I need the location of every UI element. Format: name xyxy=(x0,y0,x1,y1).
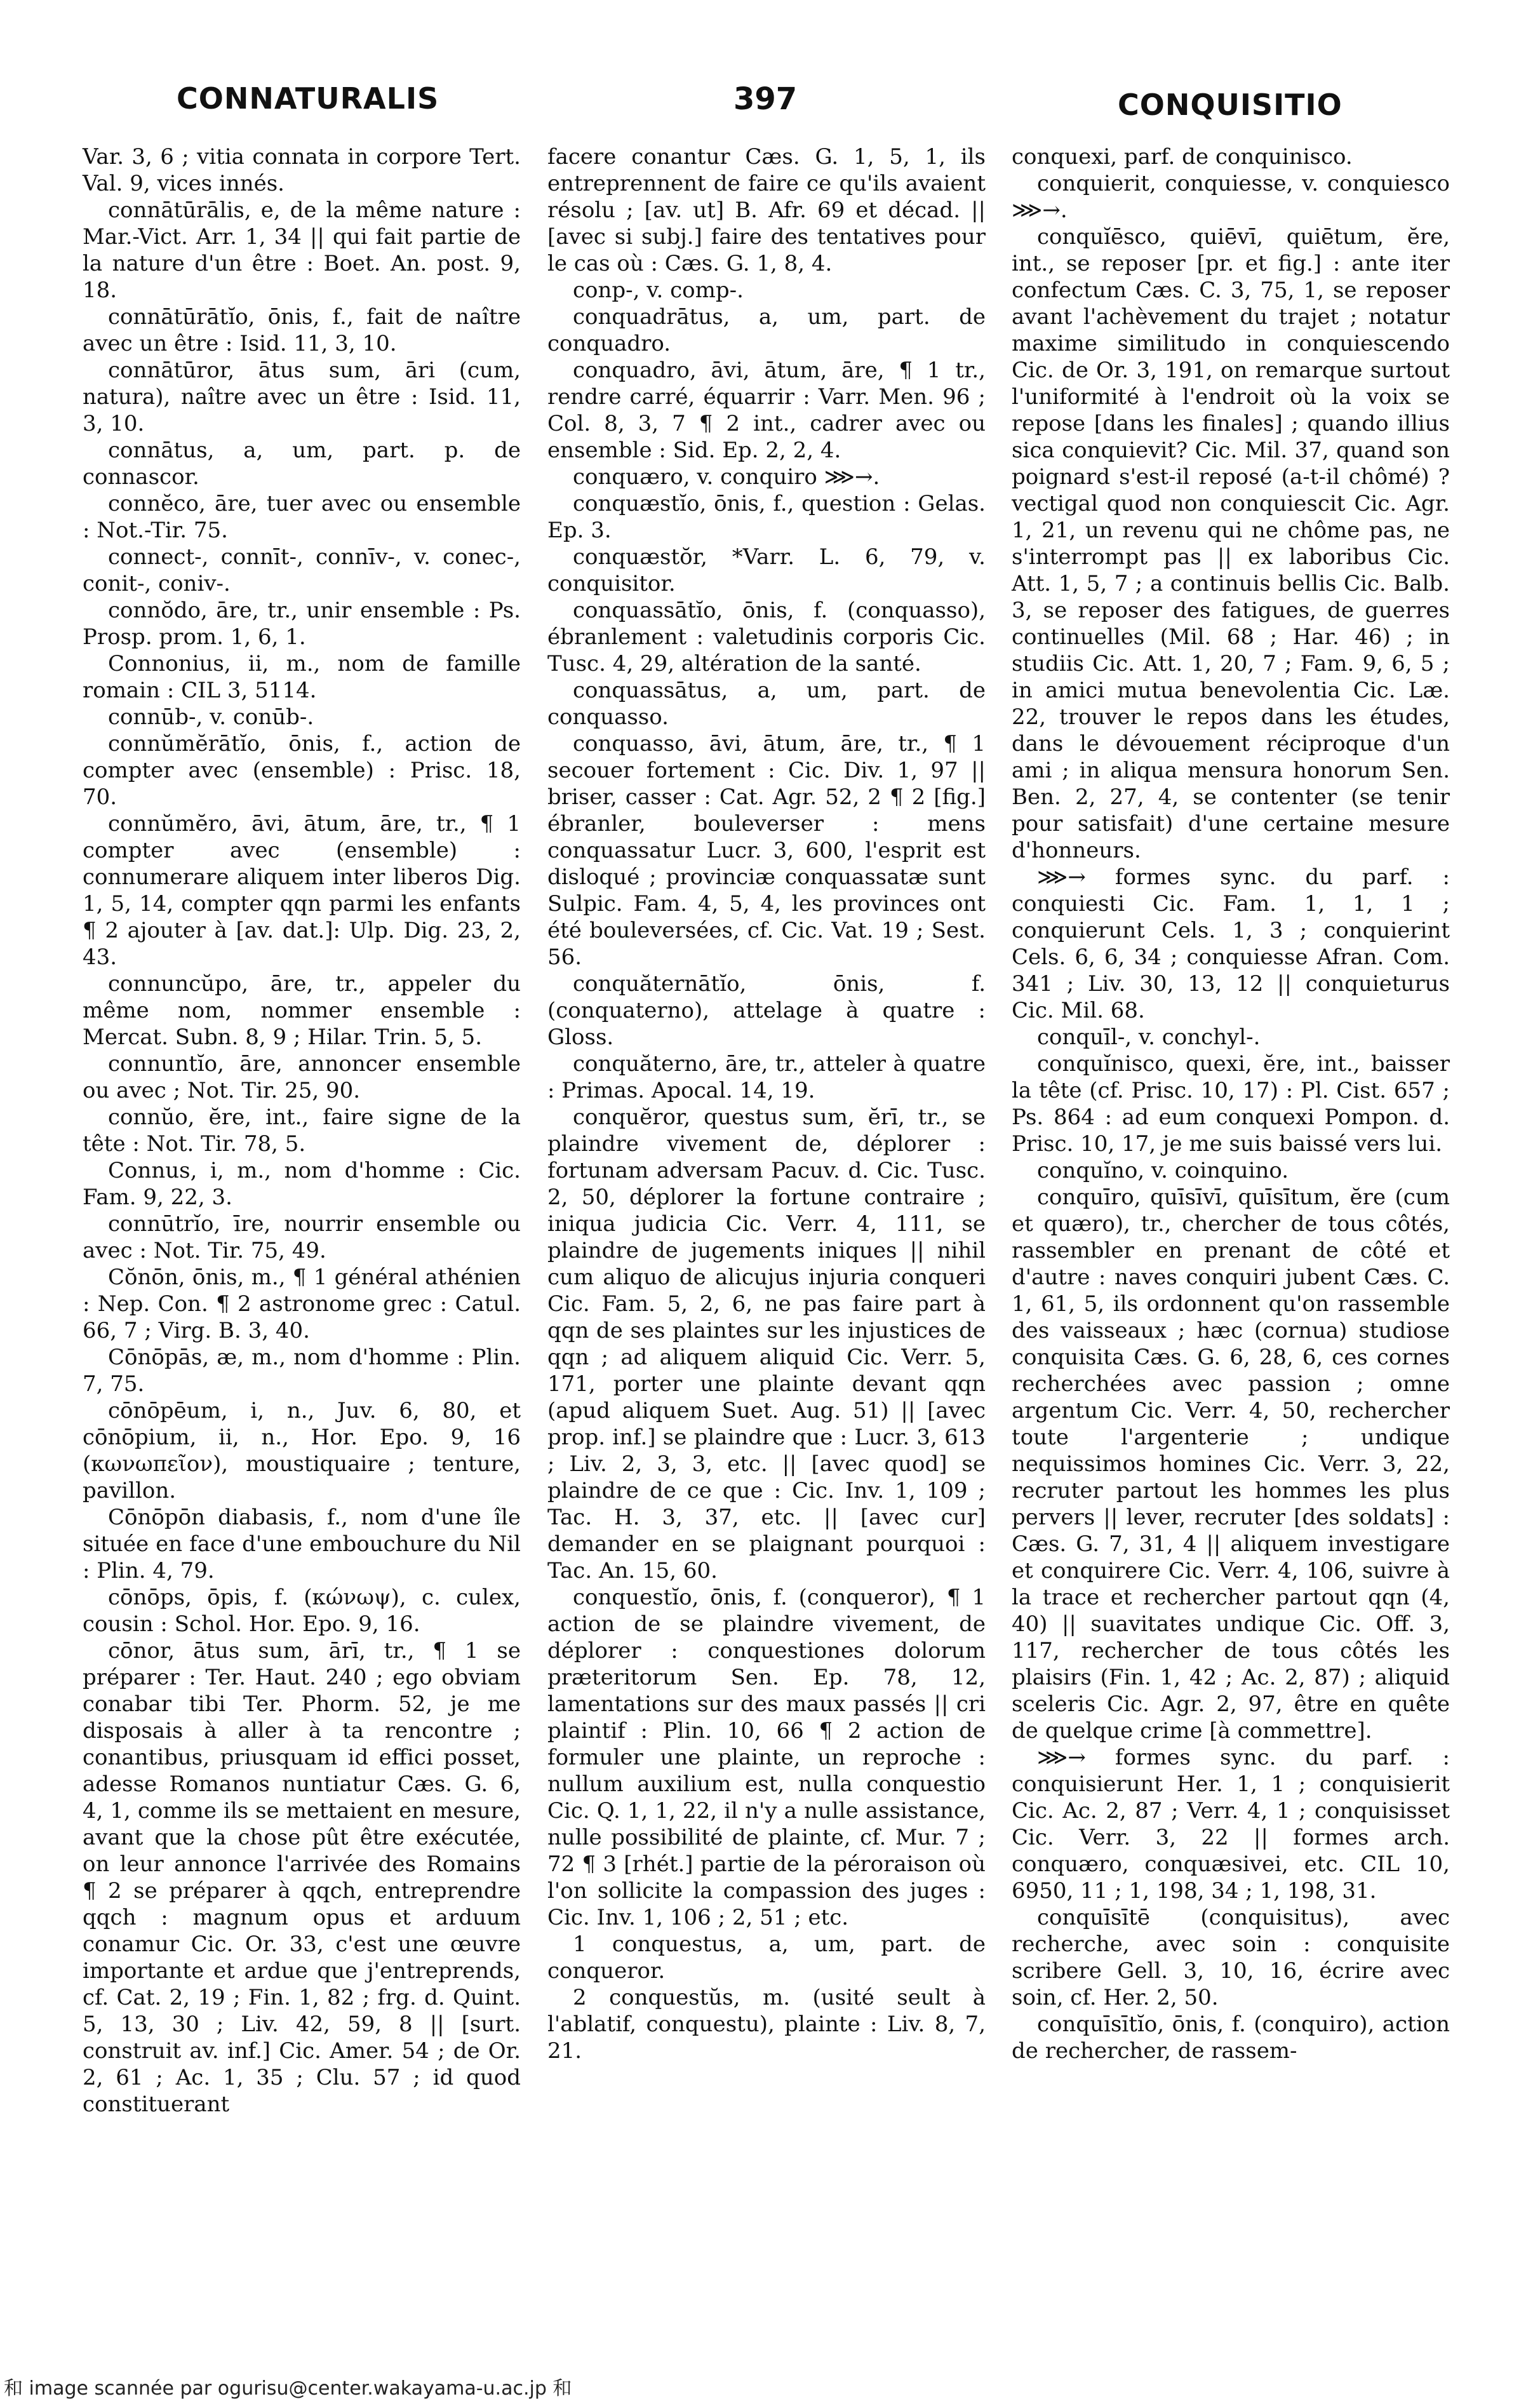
dictionary-entry: Cōnōpōn diabasis, f., nom d'une île située en face d'une embouchure du Nil : Plin. 4, 79. xyxy=(83,1505,521,1583)
running-head-left: CONNATURALIS xyxy=(177,81,439,116)
dictionary-entry: connātūror, ātus sum, āri (cum, natura), naître avec un être : Isid. 11, 3, 10. xyxy=(83,358,521,436)
dictionary-entry: connŭo, ĕre, int., faire signe de la tête : Not. Tir. 78, 5. xyxy=(83,1105,521,1157)
dictionary-entry: Connonius, ii, m., nom de famille romain : CIL 3, 5114. xyxy=(83,651,521,703)
dictionary-entry: conquasso, āvi, ātum, āre, tr., ¶ 1 secouer fortement : Cic. Div. 1, 97 || briser, casser : Cat. Agr. 52, 2 ¶ 2 [fig.] ébranler, bouleverser : mens conquassatur Lucr. 3, 600, l'esprit est disloqué ; provinciæ conquassatæ sunt Sulpic. Fam. 4, 5, 4, les provinces ont été bouleversées, cf. Cic. Vat. 19 ; Sest. 56. xyxy=(547,731,986,970)
dictionary-entry: connŭmĕro, āvi, ātum, āre, tr., ¶ 1 compter avec (ensemble) : connumerare aliquem inter liberos Dig. 1, 5, 14, compter qqn parmi les enfants ¶ 2 ajouter à [av. dat.]: Ulp. Dig. 23, 2, 43. xyxy=(83,811,521,970)
dictionary-entry: facere conantur Cæs. G. 1, 5, 1, ils entreprennent de faire ce qu'ils avaient résolu ; [av. ut] B. Afr. 69 et décad. || [avec si subj.] faire des tentatives pour le cas où : Cæs. G. 1, 8, 4. xyxy=(547,144,986,276)
dictionary-entry: 2 conquestŭs, m. (usité seult à l'ablatif, conquestu), plainte : Liv. 8, 7, 21. xyxy=(547,1985,986,2064)
dictionary-entry: conp-, v. comp-. xyxy=(573,278,744,303)
dictionary-entry: Cōnōpās, æ, m., nom d'homme : Plin. 7, 75. xyxy=(83,1345,521,1397)
dictionary-entry: cōnōps, ōpis, f. (κώνωψ), c. culex, cousin : Schol. Hor. Epo. 9, 16. xyxy=(83,1585,521,1637)
running-head-right: CONQUISITIO xyxy=(1118,88,1342,122)
dictionary-entry: connātūrātĭo, ōnis, f., fait de naître avec un être : Isid. 11, 3, 10. xyxy=(83,304,521,356)
dictionary-entry: connect-, connīt-, connīv-, v. conec-, conit-, coniv-. xyxy=(83,544,521,596)
dictionary-entry: connĕco, āre, tuer avec ou ensemble : Not.-Tir. 75. xyxy=(83,491,521,543)
dictionary-entry: connŭmĕrātĭo, ōnis, f., action de compter avec (ensemble) : Prisc. 18, 70. xyxy=(83,731,521,810)
page-number: 397 xyxy=(733,81,798,117)
dictionary-entry: connātus, a, um, part. p. de connascor. xyxy=(83,438,521,490)
dictionary-entry: conquierit, conquiesse, v. conquiesco ⋙→. xyxy=(1012,171,1450,223)
dictionary-entry: conquĕror, questus sum, ĕrī, tr., se plaindre vivement de, déplorer : fortunam adversam Pacuv. d. Cic. Tusc. 2, 50, déplorer la fortune contraire ; iniqua judicia Cic. Verr. 4, 111, se plaindre de jugements iniques || nihil cum aliquo de alicujus injuria conqueri Cic. Fam. 5, 2, 6, ne pas faire part à qqn de ses plaintes sur les injustices de qqn ; ad aliquem aliquid Cic. Verr. 5, 171, porter une plainte devant qqn (apud aliquem Suet. Aug. 51) || [avec prop. inf.] se plaindre que : Lucr. 3, 613 ; Liv. 2, 3, 3, etc. || [avec quod] se plaindre de ce que : Cic. Inv. 1, 109 ; Tac. H. 3, 37, etc. || [avec cur] demander en se plaignant pourquoi : Tac. An. 15, 60. xyxy=(547,1105,986,1583)
column-2 xyxy=(547,144,986,2064)
dictionary-entry: connuncŭpo, āre, tr., appeler du même nom, nommer ensemble : Mercat. Subn. 8, 9 ; Hilar. Trin. 5, 5. xyxy=(83,971,521,1050)
dictionary-entry: conquexi, parf. de conquinisco. xyxy=(1012,144,1353,170)
dictionary-entry: conquæstĭo, ōnis, f., question : Gelas. Ep. 3. xyxy=(547,491,986,543)
dictionary-entry: conquæro, v. conquiro ⋙→. xyxy=(573,464,880,490)
dictionary-entry: connūb-, v. conūb-. xyxy=(108,704,314,730)
column-3 xyxy=(1012,144,1450,2064)
dictionary-entry: conquassātĭo, ōnis, f. (conquasso), ébranlement : valetudinis corporis Cic. Tusc. 4, 29, altération de la santé. xyxy=(547,598,986,676)
dictionary-entry: conquīsītē (conquisitus), avec recherche, avec soin : conquisite scribere Gell. 3, 10, 16, écrire avec soin, cf. Her. 2, 50. xyxy=(1012,1905,1450,2010)
dictionary-entry: conquăternātĭo, ōnis, f. (conquaterno), attelage à quatre : Gloss. xyxy=(547,971,986,1050)
dictionary-entry: conquĭnisco, quexi, ĕre, int., baisser la tête (cf. Prisc. 10, 17) : Pl. Cist. 657 ; Ps. 864 : ad eum conquexi Pompon. d. Prisc. 10, 17, je me suis baissé vers lui. xyxy=(1012,1051,1450,1157)
dictionary-entry: ⋙→ formes sync. du parf. : conquiesti Cic. Fam. 1, 1, 1 ; conquierunt Cels. 1, 3 ; conquierint Cels. 6, 6, 34 ; conquiesse Afran. Com. 341 ; Liv. 30, 13, 12 || conquieturus Cic. Mil. 68. xyxy=(1012,864,1450,1023)
dictionary-entry: conquæstŏr, *Varr. L. 6, 79, v. conquisitor. xyxy=(547,544,986,596)
dictionary-entry: conquĭēsco, quiēvī, quiētum, ĕre, int., se reposer [pr. et fig.] : ante iter confectum Cæs. C. 3, 75, 1, se reposer avant l'achèvement du trajet ; notatur maxime similitudo in conquiescendo Cic. de Or. 3, 191, on remarque surtout l'uniformité à l'endroit où la voix se repose [dans les finales] ; quando illius sica conquievit? Cic. Mil. 37, quand son poignard s'est-il reposé (a-t-il chômé) ? vectigal quod non conquiescit Cic. Agr. 1, 21, un revenu qui ne chôme pas, ne s'interrompt pas || ex laboribus Cic. Att. 1, 5, 7 ; a continuis bellis Cic. Balb. 3, se reposer des fatigues, de guerres continuelles (Mil. 68 ; Har. 46) ; in studiis Cic. Att. 1, 20, 7 ; Fam. 9, 6, 5 ; in amici mutua benevolentia Cic. Læ. 22, trouver le repos dans les études, dans le dévouement réciproque d'un ami ; in aliqua mensura honorum Sen. Ben. 2, 27, 4, se contenter (se tenir pour satisfait) d'une certaine mesure d'honneurs. xyxy=(1012,224,1450,863)
dictionary-entry: connuntĭo, āre, annoncer ensemble ou avec ; Not. Tir. 25, 90. xyxy=(83,1051,521,1103)
dictionary-entry: conquīro, quīsīvī, quīsītum, ĕre (cum et quæro), tr., chercher de tous côtés, rassembler en prenant de côté et d'autre : naves conquiri jubent Cæs. C. 1, 61, 5, ils ordonnent qu'on rassemble des vaisseaux ; hæc (cornua) studiose conquisita Cæs. G. 6, 28, 6, ces cornes recherchées avec passion ; omne argentum Cic. Verr. 4, 50, rechercher toute l'argenterie ; undique nequissimos homines Cic. Verr. 3, 22, recruter partout les hommes les plus pervers || lever, recruter [des soldats] : Cæs. G. 7, 31, 4 || aliquem investigare et conquirere Cic. Verr. 4, 106, suivre à la trace et rechercher partout qqn (4, 40) || suavitates undique Cic. Off. 3, 117, rechercher de tous côtés les plaisirs (Fin. 1, 42 ; Ac. 2, 87) ; aliquid sceleris Cic. Agr. 2, 97, être en quête de quelque crime [à commettre]. xyxy=(1012,1185,1450,1744)
column-1 xyxy=(83,144,521,2118)
dictionary-entry: connātūrālis, e, de la même nature : Mar.-Vict. Arr. 1, 34 || qui fait partie de la nature d'un être : Boet. An. post. 9, 18. xyxy=(83,198,521,303)
dictionary-entry: conquadrātus, a, um, part. de conquadro. xyxy=(547,304,986,356)
dictionary-entry: conquīl-, v. conchyl-. xyxy=(1037,1025,1261,1050)
dictionary-entry: conquīsītĭo, ōnis, f. (conquiro), action de rechercher, de rassem- xyxy=(1012,2012,1450,2064)
page-header xyxy=(0,81,1540,126)
dictionary-entry: conquestĭo, ōnis, f. (conqueror), ¶ 1 action de se plaindre vivement, de déplorer : conquestiones dolorum præteritorum Sen. Ep. 78, 12, lamentations sur des maux passés || cri plaintif : Plin. 10, 66 ¶ 2 action de formuler une plainte, un reproche : nullum auxilium est, nulla conquestio Cic. Q. 1, 1, 22, il n'y a nulle assistance, nulle possibilité de plainte, cf. Mur. 7 ; 72 ¶ 3 [rhét.] partie de la péroraison où l'on sollicite la compassion des juges : Cic. Inv. 1, 106 ; 2, 51 ; etc. xyxy=(547,1585,986,1930)
dictionary-entry: ⋙→ formes sync. du parf. : conquisierunt Her. 1, 1 ; conquisierit Cic. Ac. 2, 87 ; Verr. 4, 1 ; conquisisset Cic. Verr. 3, 22 || formes arch. conquæro, conquæsivei, etc. CIL 10, 6950, 11 ; 1, 198, 34 ; 1, 198, 31. xyxy=(1012,1745,1450,1904)
dictionary-entry: conquassātus, a, um, part. de conquasso. xyxy=(547,678,986,730)
dictionary-entry: Connus, i, m., nom d'homme : Cic. Fam. 9, 22, 3. xyxy=(83,1158,521,1210)
dictionary-entry: Var. 3, 6 ; vitia connata in corpore Tert. Val. 9, vices innés. xyxy=(83,144,521,196)
dictionary-entry: cōnōpēum, i, n., Juv. 6, 80, et cōnōpium, ii, n., Hor. Epo. 9, 16 (κωνωπεῖον), moustiquaire ; tenture, pavillon. xyxy=(83,1398,521,1503)
dictionary-entry: Cŏnōn, ōnis, m., ¶ 1 général athénien : Nep. Con. ¶ 2 astronome grec : Catul. 66, 7 ; Virg. B. 3, 40. xyxy=(83,1265,521,1343)
dictionary-entry: conquĭno, v. coinquino. xyxy=(1037,1158,1289,1183)
dictionary-entry: connŏdo, āre, tr., unir ensemble : Ps. Prosp. prom. 1, 6, 1. xyxy=(83,598,521,650)
scan-credit-footer: 和 image scannée par ogurisu@center.wakayama-u.ac.jp 和 xyxy=(4,2377,572,2400)
dictionary-entry: connūtrĭo, īre, nourrir ensemble ou avec : Not. Tir. 75, 49. xyxy=(83,1211,521,1263)
dictionary-entry: conquadro, āvi, ātum, āre, ¶ 1 tr., rendre carré, équarrir : Varr. Men. 96 ; Col. 8, 3, 7 ¶ 2 int., cadrer avec ou ensemble : Sid. Ep. 2, 2, 4. xyxy=(547,358,986,463)
dictionary-entry: 1 conquestus, a, um, part. de conqueror. xyxy=(547,1932,986,1984)
dictionary-entry: cōnor, ātus sum, ārī, tr., ¶ 1 se préparer : Ter. Haut. 240 ; ego obviam conabar tibi Ter. Phorm. 52, je me disposais à aller à ta rencontre ; conantibus, priusquam id effici posset, adesse Romanos nuntiatur Cæs. G. 6, 4, 1, comme ils se mettaient en mesure, avant que la chose pût être exécutée, on leur annonce l'arrivée des Romains ¶ 2 se préparer à qqch, entreprendre qqch : magnum opus et arduum conamur Cic. Or. 33, c'est une œuvre importante et ardue que j'entreprends, cf. Cat. 2, 19 ; Fin. 1, 82 ; frg. d. Quint. 5, 13, 30 ; Liv. 42, 59, 8 || [surt. construit av. inf.] Cic. Amer. 54 ; de Or. 2, 61 ; Ac. 1, 35 ; Clu. 57 ; id quod constituerant xyxy=(83,1638,521,2117)
dictionary-entry: conquăterno, āre, tr., atteler à quatre : Primas. Apocal. 14, 19. xyxy=(547,1051,986,1103)
